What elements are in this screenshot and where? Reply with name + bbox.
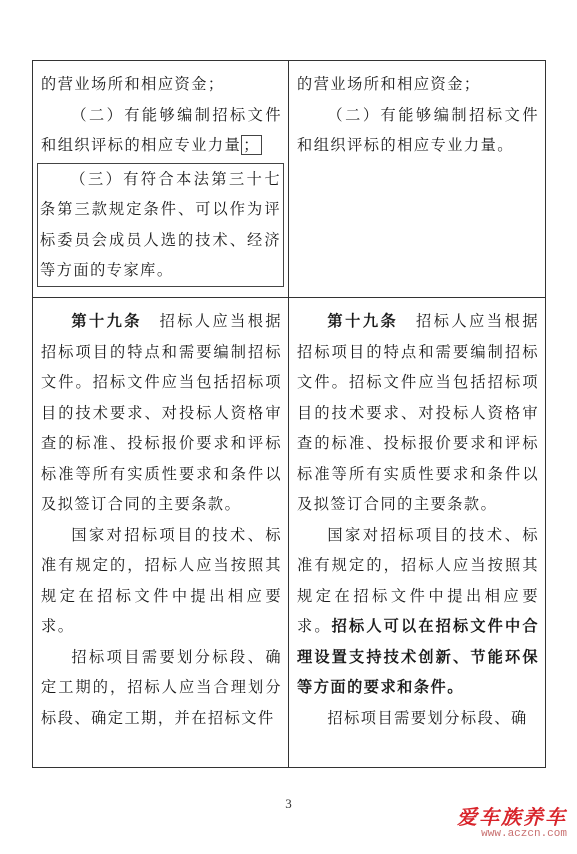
paragraph-3: 招标项目需要划分标段、确定工期的，招标人应当合理划分标段、确定工期，并在招标文件 bbox=[41, 647, 282, 727]
article-19-body: 招标人应当根据招标项目的特点和需要编制招标文件。招标文件应当包括招标项目的技术要求、对投标人资格审查的标准、投标报价要求和评标标准等所有实质性要求和条件以及拟签订合同的主要条款。 bbox=[297, 312, 540, 513]
text-line: 的营业场所和相应资金； bbox=[41, 75, 225, 93]
item-3-text: （三）有符合本法第三十七条第三款规定条件、可以作为评标委员会成员人选的技术、经济等方面的专家库 bbox=[40, 169, 281, 279]
left-cell-row1 bbox=[33, 61, 289, 298]
comparison-table bbox=[32, 60, 546, 768]
item-2-text: （二）有能够编制招标文件和组织评标的相应专业力量 bbox=[41, 105, 282, 154]
watermark-text: 爱车族养车 bbox=[457, 805, 567, 829]
watermark-url: www.aczcn.com bbox=[481, 828, 567, 840]
page-number: 3 bbox=[285, 796, 292, 811]
article-19-title: 第十九条 bbox=[71, 312, 142, 330]
article-19 bbox=[297, 306, 539, 520]
highlight-box-semicolon: ； bbox=[243, 136, 260, 154]
item-3 bbox=[40, 164, 281, 286]
article-19-title: 第十九条 bbox=[327, 312, 399, 330]
right-cell-row1 bbox=[289, 61, 546, 298]
paragraph-2-plain: 国家对招标项目的技术、标准有规定的，招标人应当按照其规定在招标文件中提出相应要求。 bbox=[297, 525, 539, 635]
text-line: 的营业场所和相应资金； bbox=[297, 75, 481, 93]
table-row bbox=[33, 61, 546, 298]
paragraph-2: 国家对招标项目的技术、标准有规定的，招标人应当按照其规定在招标文件中提出相应要求。 bbox=[41, 525, 282, 635]
paragraph-3: 招标项目需要划分标段、确 bbox=[327, 708, 528, 727]
table-row bbox=[33, 298, 546, 768]
highlight-box-item-3 bbox=[37, 163, 284, 287]
article-19 bbox=[41, 306, 282, 520]
article-19-body: 招标人应当根据招标项目的特点和需要编制招标文件。招标文件应当包括招标项目的技术要求、对投标人资格审查的标准、投标报价要求和评标标准等所有实质性要求和条件以及拟签订合同的主要条款。 bbox=[41, 312, 283, 513]
item-3-end: 。 bbox=[156, 261, 174, 279]
paragraph-2 bbox=[297, 520, 539, 703]
paragraph-2-added: 招标人可以在招标文件中合理设置支持技术创新、节能环保等方面的要求和条件。 bbox=[297, 617, 540, 696]
right-cell-row2 bbox=[289, 298, 546, 768]
item-2: （二）有能够编制招标文件和组织评标的相应专业力量。 bbox=[297, 105, 539, 154]
item-2 bbox=[41, 100, 282, 161]
left-cell-row2 bbox=[33, 298, 289, 768]
watermark-logo bbox=[457, 801, 567, 840]
